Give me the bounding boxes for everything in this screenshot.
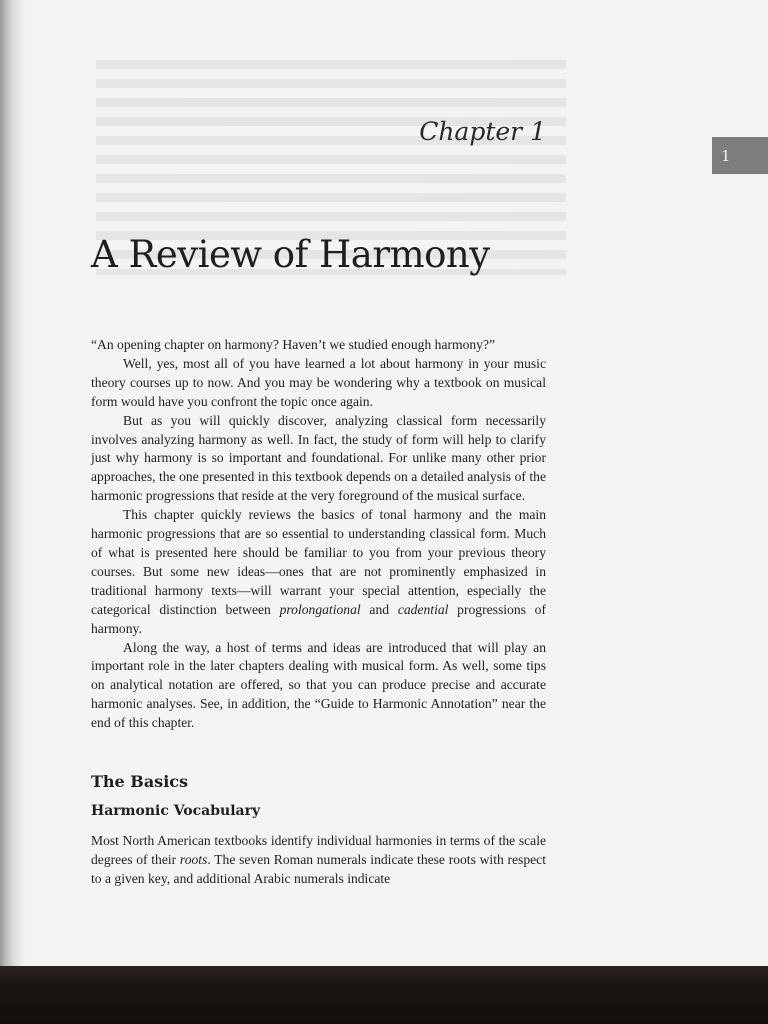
paragraph [91, 506, 546, 638]
section-text [91, 832, 546, 889]
book-spine-shadow [0, 0, 24, 966]
subsection-heading: Harmonic Vocabulary [91, 803, 261, 819]
paragraph: Well, yes, most all of you have learned a lot about harmony in your music theory courses up to now. And you may be wondering why a textbook on musical form would have you confront the topic once again. [91, 355, 546, 409]
scanner-background [0, 966, 768, 1024]
chapter-title: A Review of Harmony [91, 233, 490, 276]
paragraph-text: . The seven Roman numerals indicate these roots with respect to a given key, and additional Arabic numerals indicate [91, 851, 546, 886]
intro-text [91, 336, 546, 733]
running-head [535, 36, 705, 44]
paragraph: But as you will quickly discover, analyzing classical form necessarily involves analyzing harmony as well. In fact, the study of form will help to clarify just why harmony is so important and foundational. For unlike many other prior approaches, the one presented in this textbook depends on a detailed analysis of the harmonic progressions that reside at the very foreground of the musical surface. [91, 412, 546, 504]
term-cadential: cadential [397, 601, 449, 617]
paragraph: Along the way, a host of terms and ideas are introduced that will play an important role in the later chapters dealing with musical form. As well, some tips on analytical notation are offered, so that you can produce precise and accurate harmonic analyses. See, in addition, the “Guide to Harmonic Annotation” near the end of this chapter. [91, 639, 546, 731]
paragraph [91, 832, 546, 889]
paragraph-text: This chapter quickly reviews the basics of tonal harmony and the main harmonic progressions that are so essential to understanding classical form. Much of what is presented here should be familiar to you from your previous theory courses. But some new ideas—ones that are not prominently emphasized in traditional harmony texts—will warrant your special attention, especially the categorical distinction between [91, 507, 546, 617]
paragraph-text: and [360, 601, 398, 617]
paragraph-text: Most North American textbooks identify individual harmonies in terms of the scale degrees of their [91, 833, 546, 867]
term-roots: roots [179, 851, 208, 867]
paragraph: “An opening chapter on harmony? Haven’t we studied enough harmony?” [91, 337, 496, 352]
chapter-thumb-tab [712, 137, 768, 174]
paragraph-text: progressions of harmony. [91, 601, 546, 636]
section-heading: The Basics [91, 772, 189, 791]
term-prolongational: prolongational [279, 601, 361, 617]
chapter-tab-number: 1 [721, 146, 731, 165]
chapter-label: Chapter 1 [419, 117, 546, 146]
